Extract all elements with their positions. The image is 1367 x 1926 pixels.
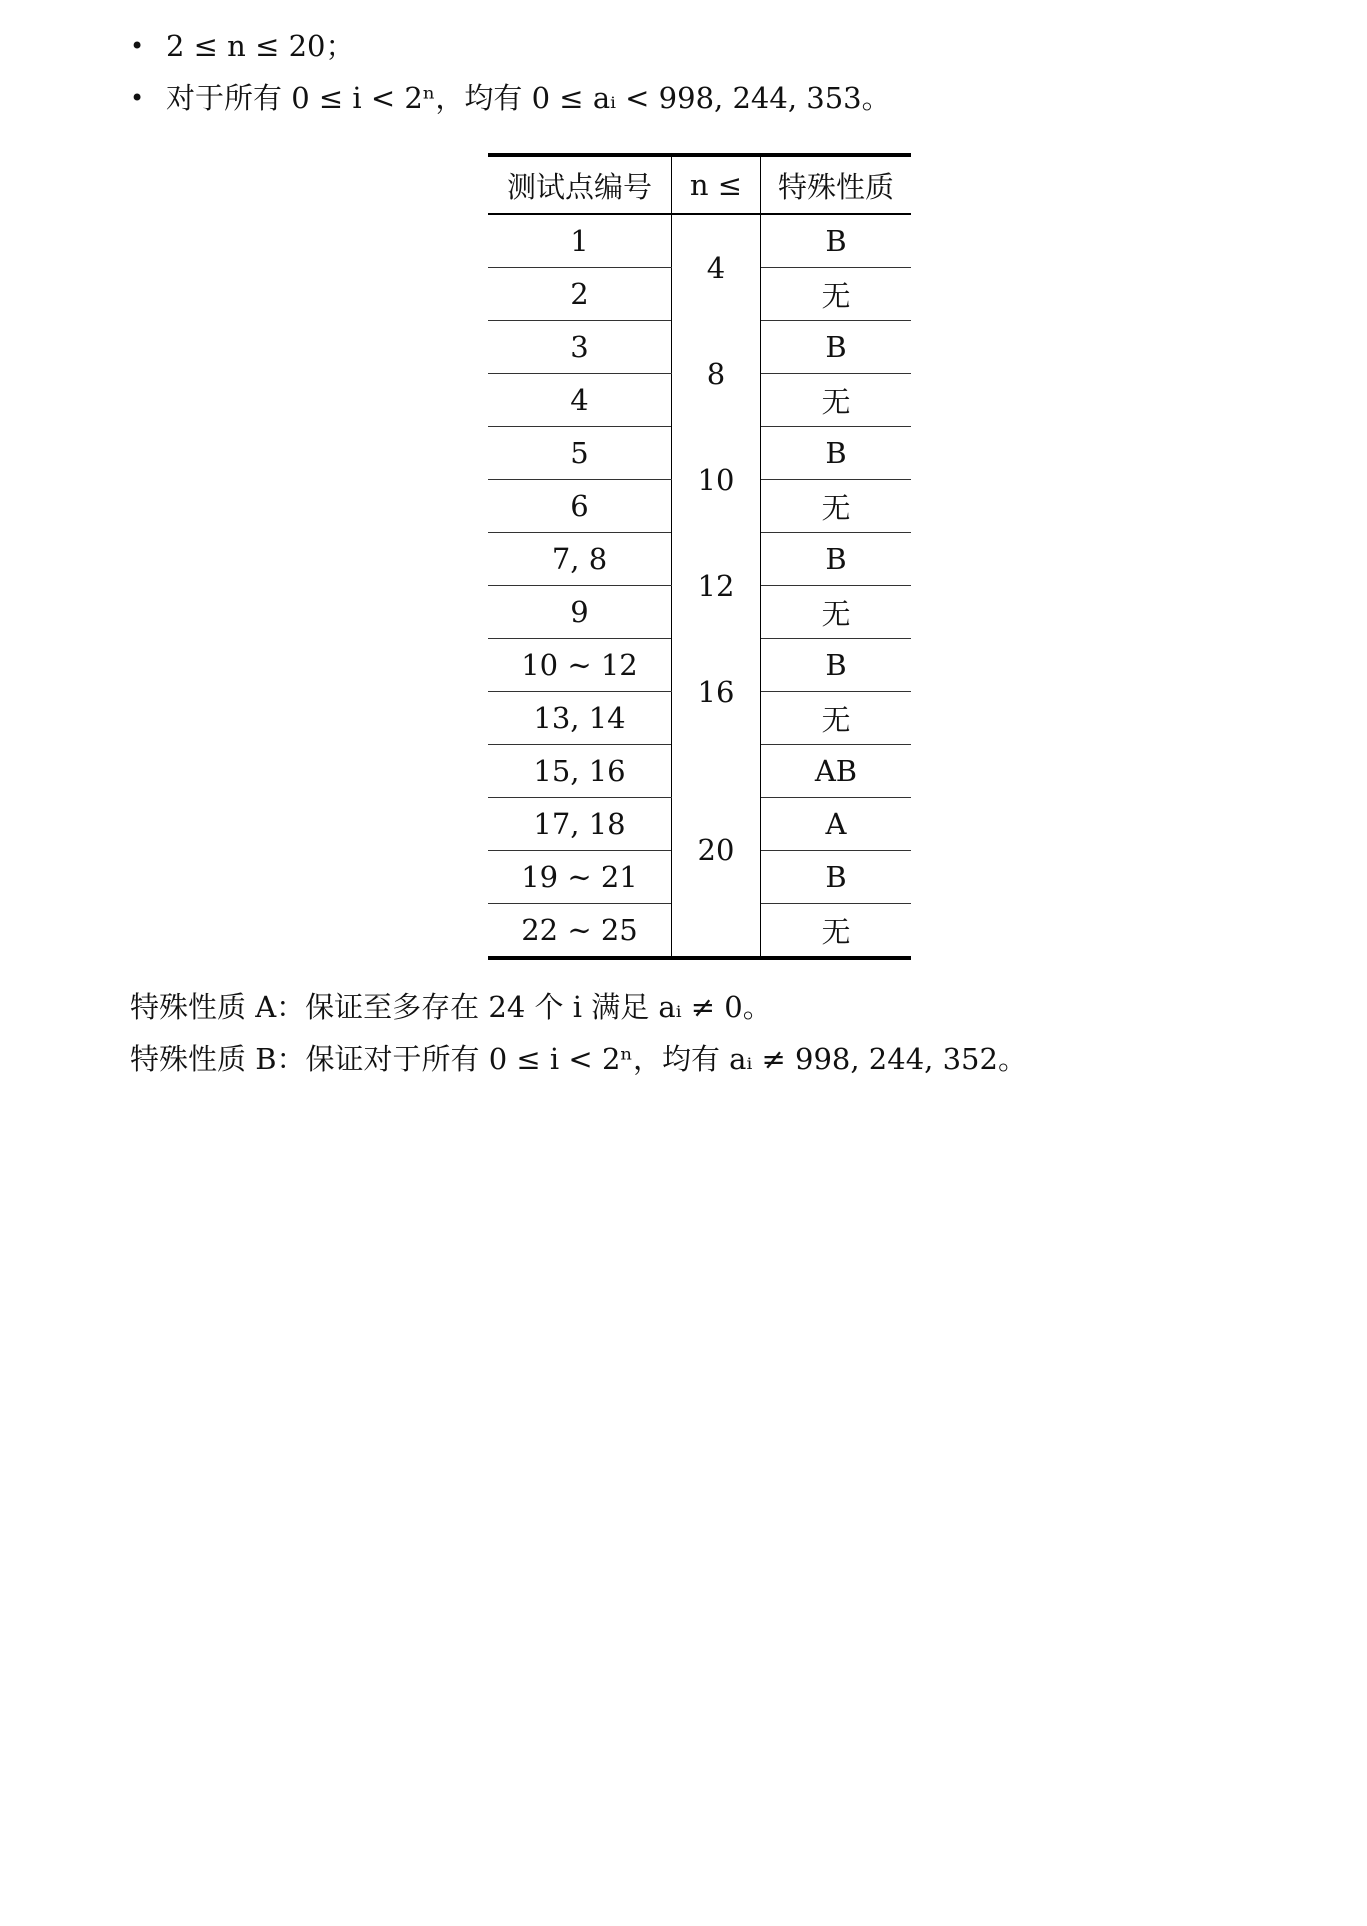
special-property: B bbox=[761, 321, 912, 374]
table-header-row bbox=[488, 155, 911, 214]
special-property: 无 bbox=[761, 586, 912, 639]
n-limit: 12 bbox=[672, 533, 761, 639]
testcase-id: 3 bbox=[488, 321, 672, 374]
constraint-item: • 2 ≤ n ≤ 20； bbox=[130, 20, 891, 72]
special-property: B bbox=[761, 427, 912, 480]
special-property: 无 bbox=[761, 268, 912, 321]
testcase-id: 2 bbox=[488, 268, 672, 321]
testcase-id: 17, 18 bbox=[488, 798, 672, 851]
special-property: 无 bbox=[761, 374, 912, 427]
subtask-table bbox=[488, 153, 911, 960]
table-row bbox=[488, 639, 911, 692]
n-limit: 4 bbox=[672, 214, 761, 321]
header-n-limit: n ≤ bbox=[672, 155, 761, 214]
testcase-id: 5 bbox=[488, 427, 672, 480]
table-row bbox=[488, 745, 911, 798]
special-property: 无 bbox=[761, 692, 912, 745]
special-property: AB bbox=[761, 745, 912, 798]
special-property: B bbox=[761, 214, 912, 268]
special-property: 无 bbox=[761, 480, 912, 533]
special-property: 无 bbox=[821, 914, 851, 949]
special-property-a-note: 特殊性质 A：保证至多存在 24 个 i 满足 aᵢ ≠ 0。 bbox=[130, 990, 772, 1024]
testcase-id: 19 ∼ 21 bbox=[488, 851, 672, 904]
testcase-id: 15, 16 bbox=[488, 745, 672, 798]
n-limit: 10 bbox=[672, 427, 761, 533]
n-limit: 16 bbox=[672, 639, 761, 745]
constraint-list bbox=[130, 20, 891, 124]
special-property: B bbox=[761, 851, 912, 904]
testcase-id: 10 ∼ 12 bbox=[488, 639, 672, 692]
testcase-id: 6 bbox=[488, 480, 672, 533]
testcase-id: 7, 8 bbox=[488, 533, 672, 586]
testcase-id: 9 bbox=[488, 586, 672, 639]
header-special-property: 特殊性质 bbox=[777, 169, 894, 204]
table-row bbox=[488, 214, 911, 268]
header-testcase-id: 测试点编号 bbox=[506, 169, 652, 204]
special-property: A bbox=[761, 798, 912, 851]
testcase-id: 4 bbox=[488, 374, 672, 427]
special-property-b-note: 特殊性质 B：保证对于所有 0 ≤ i < 2ⁿ，均有 aᵢ ≠ 998, 244, 352。 bbox=[130, 1042, 1027, 1076]
n-limit: 8 bbox=[672, 321, 761, 427]
table-row bbox=[488, 321, 911, 374]
testcase-id: 1 bbox=[488, 214, 672, 268]
table-row bbox=[488, 533, 911, 586]
special-property: B bbox=[761, 533, 912, 586]
special-property: B bbox=[761, 639, 912, 692]
table-row bbox=[488, 427, 911, 480]
testcase-id: 13, 14 bbox=[488, 692, 672, 745]
constraint-item: • 对于所有 0 ≤ i < 2ⁿ，均有 0 ≤ aᵢ < 998, 244, 353。 bbox=[130, 72, 891, 124]
n-limit: 20 bbox=[672, 745, 761, 959]
testcase-id: 22 ∼ 25 bbox=[521, 913, 638, 947]
